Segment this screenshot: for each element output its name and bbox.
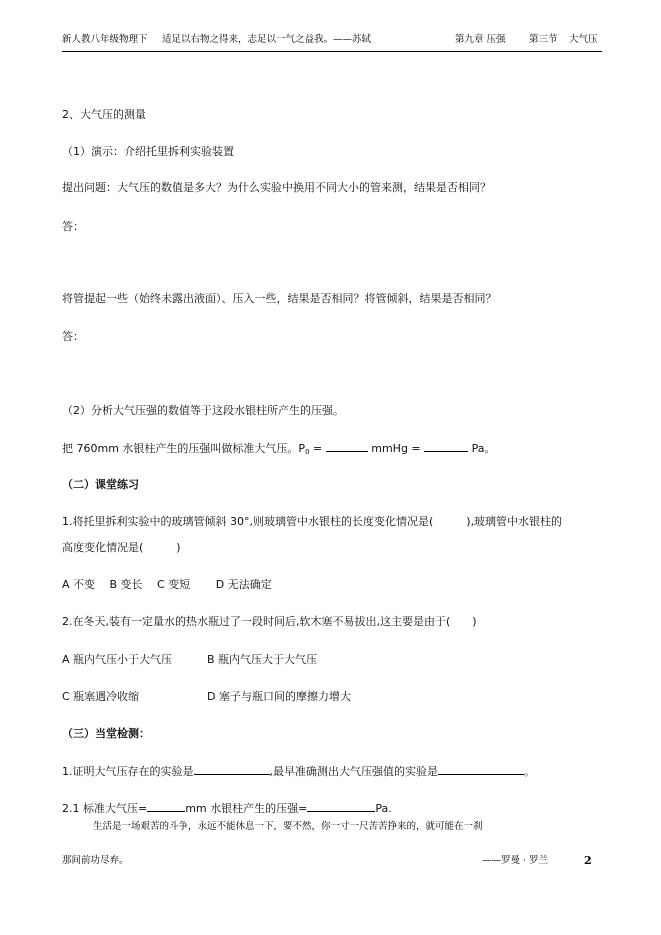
- header-section: 第三节: [529, 34, 558, 45]
- option-a: A 瓶内气压小于大气压: [62, 653, 173, 666]
- footer-quote-line-2: 那间前功尽弃。: [62, 855, 129, 866]
- pa-unit: Pa。: [471, 442, 496, 455]
- question-2: 将管提起一些（始终未露出液面）、压入一些，结果是否相同？将管倾斜，结果是否相同？: [62, 292, 497, 305]
- check-q1-middle: ,最早准确测出大气压强值的实验是: [269, 765, 438, 778]
- check-q1-blank-1[interactable]: [194, 764, 270, 775]
- practice-q2-line: 2.在冬天,装有一定量水的热水瓶过了一段时间后,软木塞不易拔出,这主要是由于( ): [62, 615, 477, 628]
- practice-q2-options-row2: [62, 690, 351, 704]
- check-q1-suffix: 。: [524, 765, 535, 778]
- practice-q1-line1: 1.将托里拆利实验中的玻璃管倾斜 30°,则玻璃管中水银柱的长度变化情况是( ),玻璃管中水银柱的: [62, 515, 563, 528]
- check-title: （三）当堂检测：: [62, 727, 150, 740]
- question-1: 提出问题：大气压的数值是多大？为什么实验中换用不同大小的管来测，结果是否相同？: [62, 181, 491, 194]
- practice-q1-line2: 高度变化情况是( ): [62, 541, 181, 554]
- standard-pressure-text: 把 760mm 水银柱产生的压强叫做标准大气压。P: [62, 442, 306, 455]
- header-chapter: 第九章 压强: [455, 34, 506, 45]
- header-rule: [62, 51, 602, 52]
- mmhg-unit: mmHg =: [371, 442, 425, 455]
- standard-pressure-line: [62, 441, 496, 459]
- option-d: D 塞子与瓶口间的摩擦力增大: [207, 690, 351, 703]
- page-number: 2: [584, 854, 592, 867]
- header-book-title: 新人教八年级物理下: [62, 34, 148, 45]
- header-topic: 大气压: [569, 34, 598, 45]
- practice-q1-options: A 不变 B 变长 C 变短 D 无法确定: [62, 578, 272, 591]
- demo-line: （1）演示：介绍托里拆利实验装置: [62, 145, 234, 158]
- check-q2-suffix: Pa.: [375, 802, 392, 815]
- option-b: B 瓶内气压大于大气压: [207, 653, 318, 666]
- pa-blank[interactable]: [424, 441, 468, 452]
- page-header: [62, 33, 602, 47]
- check-q2-blank-2[interactable]: [307, 801, 375, 812]
- footer-quote-line-1: 生活是一场艰苦的斗争，永远不能休息一下，要不然，你一寸一尺苦苦挣来的，就可能在一刹: [93, 821, 483, 832]
- practice-title: （二）课堂练习: [62, 478, 139, 491]
- practice-q2-options-row1: [62, 653, 318, 667]
- check-q2: [62, 801, 392, 816]
- mmhg-blank[interactable]: [326, 441, 368, 452]
- footer-author: ——罗曼 · 罗兰: [482, 855, 549, 866]
- check-q1: [62, 764, 535, 779]
- header-quote: 适足以右物之得来，志足以一气之益我。——苏轼: [162, 34, 372, 45]
- check-q2-blank-1[interactable]: [147, 801, 185, 812]
- check-q2-middle: mm 水银柱产生的压强=: [185, 802, 308, 815]
- check-q2-prefix: 2.1 标准大气压=: [62, 802, 148, 815]
- option-c: C 瓶塞遇冷收缩: [62, 690, 140, 703]
- answer-2-label: 答：: [62, 330, 84, 343]
- analysis-line: （2）分析大气压强的数值等于这段水银柱所产生的压强。: [62, 404, 344, 417]
- answer-1-label: 答：: [62, 220, 84, 233]
- section-title: 2、大气压的测量: [62, 108, 146, 121]
- check-q1-blank-2[interactable]: [438, 764, 524, 775]
- check-q1-prefix: 1.证明大气压存在的实验是: [62, 765, 194, 778]
- p0-subscript: 0: [305, 448, 310, 456]
- equals-sign: =: [309, 442, 323, 455]
